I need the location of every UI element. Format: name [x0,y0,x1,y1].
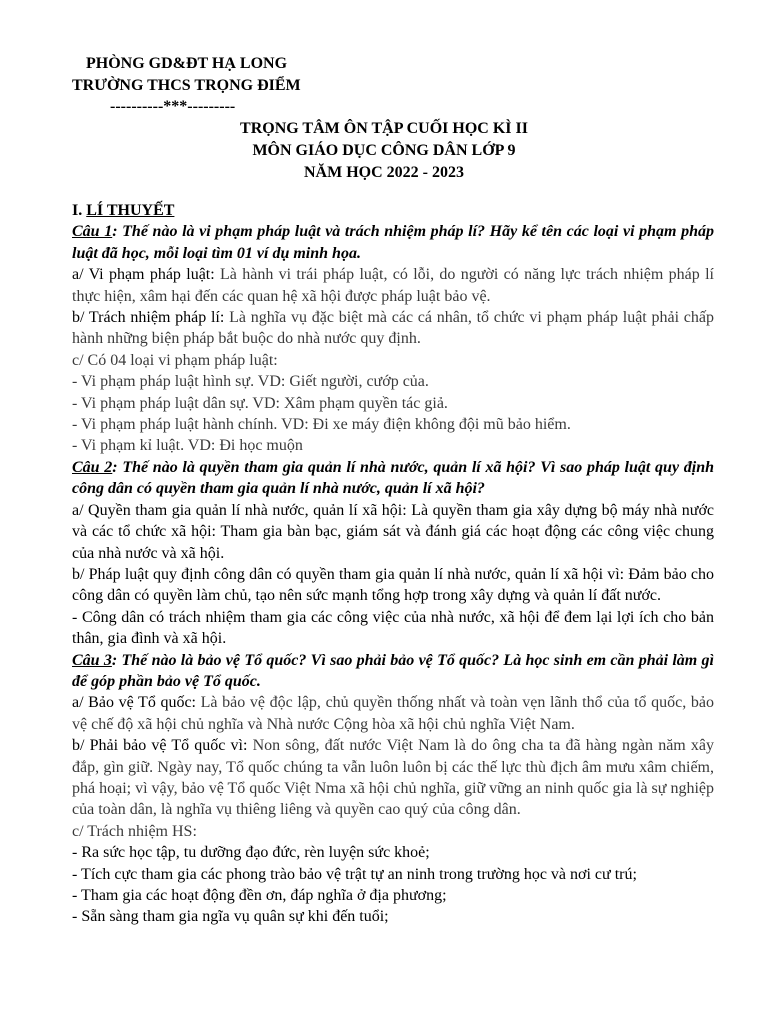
q1-list-item: - Vi phạm pháp luật hình sự. VD: Giết người, cướp của. [72,373,429,391]
q3-answer-b [72,735,714,821]
q3-b-text: Non sông, đất nước Việt Nam là do ông cha ta đã hàng ngàn năm xây đắp, gìn giữ. Ngày nay, Tổ quốc chúng ta vẫn luôn luôn bị các thế lực thù địch âm mưu xâm chiếm, phá hoại; vì vậy, bảo vệ Tổ quốc Việt Nma xã hội chủ nghĩa, giữ vững an ninh quốc gia là sự nghiệp của toàn dân, là nghĩa vụ thiêng liêng và quyền cao quý của công dân. [72,737,714,819]
q3-b-label: b/ Phải bảo vệ Tổ quốc vì: [72,737,248,755]
question-3 [72,650,714,693]
section-heading [72,200,714,221]
q3-list-item: - Tích cực tham gia các phong trào bảo vệ trật tự an ninh trong trường học và nơi cư trú; [72,865,637,883]
q1-list-item: - Vi phạm pháp luật dân sự. VD: Xâm phạm quyền tác giả. [72,394,448,412]
question-3-label: Câu 3 [72,651,112,669]
question-1-text: : Thế nào là vi phạm pháp luật và trách nhiệm pháp lí? Hãy kể tên các loại vi phạm pháp luật đã học, mỗi loại tìm 01 ví dụ minh họa. [72,223,714,262]
q1-list-item: - Vi phạm kỉ luật. VD: Đi học muộn [72,437,303,455]
question-2-text: : Thế nào là quyền tham gia quản lí nhà nước, quản lí xã hội? Vì sao pháp luật quy định công dân có quyền tham gia quản lí nhà nước, quản lí xã hội? [72,458,714,498]
header-divider: ----------***--------- [110,98,236,115]
q3-list-item: - Ra sức học tập, tu dưỡng đạo đức, rèn luyện sức khoẻ; [72,844,430,862]
q1-answer-c: c/ Có 04 loại vi phạm pháp luật: [72,351,278,369]
q1-a-text: Là hành vi trái pháp luật, có lỗi, do người có năng lực trách nhiệm pháp lí thực hiện, xâm hại đến các quan hệ xã hội được pháp luật bảo vệ. [72,266,714,305]
q2-a-text: Là quyền tham gia xây dựng bộ máy nhà nước và các tổ chức xã hội: Tham gia bàn bạc, giám sát và đánh giá các hoạt động các công việc chung của nhà nước và xã hội. [72,501,715,562]
question-2-label: Câu 2 [72,458,113,476]
q1-a-label: a/ Vi phạm pháp luật: [72,266,215,284]
question-3-text: : Thế nào là bảo vệ Tổ quốc? Vì sao phải bảo vệ Tổ quốc? Là học sinh em cần phải làm gì để góp phần bảo vệ Tổ quốc. [72,651,714,690]
q3-answer-a [72,692,714,735]
q2-a-label: a/ Quyền tham gia quản lí nhà nước, quản lí xã hội: [72,501,407,519]
document-title-line3: NĂM HỌC 2022 - 2023 [304,164,464,181]
q3-answer-c: c/ Trách nhiệm HS: [72,822,197,840]
document-body [72,200,714,928]
q1-answer-b [72,307,714,350]
department-name: PHÒNG GD&ĐT HẠ LONG [86,55,288,72]
question-1 [72,221,714,264]
section-title: LÍ THUYẾT [86,202,175,219]
school-name: TRƯỜNG THCS TRỌNG ĐIỂM [72,77,301,94]
q3-a-label: a/ Bảo vệ Tổ quốc: [72,694,197,712]
q2-b-text: Đảm bảo cho công dân có quyền làm chủ, tạo nên sức mạnh tổng hợp trong xây dựng và quản lí đất nước. [72,565,714,605]
q1-b-label: b/ Trách nhiệm pháp lí: [72,309,225,327]
question-1-label: Câu 1 [72,223,113,241]
q2-b-label: b/ Pháp luật quy định công dân có quyền tham gia quản lí nhà nước, quản lí xã hội vì: [72,565,625,583]
document-title-line1: TRỌNG TÂM ÔN TẬP CUỐI HỌC KÌ II [240,120,528,137]
q3-a-text: Là bảo vệ độc lập, chủ quyền thống nhất và toàn vẹn lãnh thổ của tổ quốc, bảo vệ chế độ xã hội chủ nghĩa và Nhà nước Cộng hòa xã hội chủ nghĩa Việt Nam. [72,694,715,733]
q2-answer-c: - Công dân có trách nhiệm tham gia các công việc của nhà nước, xã hội để đem lại lợi ích cho bản thân, gia đình và xã hội. [72,608,714,648]
q3-list-item: - Tham gia các hoạt động đền ơn, đáp nghĩa ở địa phương; [72,887,447,904]
q1-list-item: - Vi phạm pháp luật hành chính. VD: Đi xe máy điện không đội mũ bảo hiểm. [72,416,571,434]
document-title-line2: MÔN GIÁO DỤC CÔNG DÂN LỚP 9 [252,142,516,159]
q3-list-item: - Sẵn sàng tham gia ngĩa vụ quân sự khi đến tuổi; [72,908,389,926]
q1-b-text: Là nghĩa vụ đặc biệt mà các cá nhân, tổ chức vi phạm pháp luật phải chấp hành những biện pháp bắt buộc do nhà nước quy định. [72,309,714,348]
q1-answer-a [72,264,714,307]
q2-answer-a [72,500,714,564]
q2-answer-b [72,564,714,607]
question-2 [72,457,714,500]
section-prefix: I. [72,202,87,219]
